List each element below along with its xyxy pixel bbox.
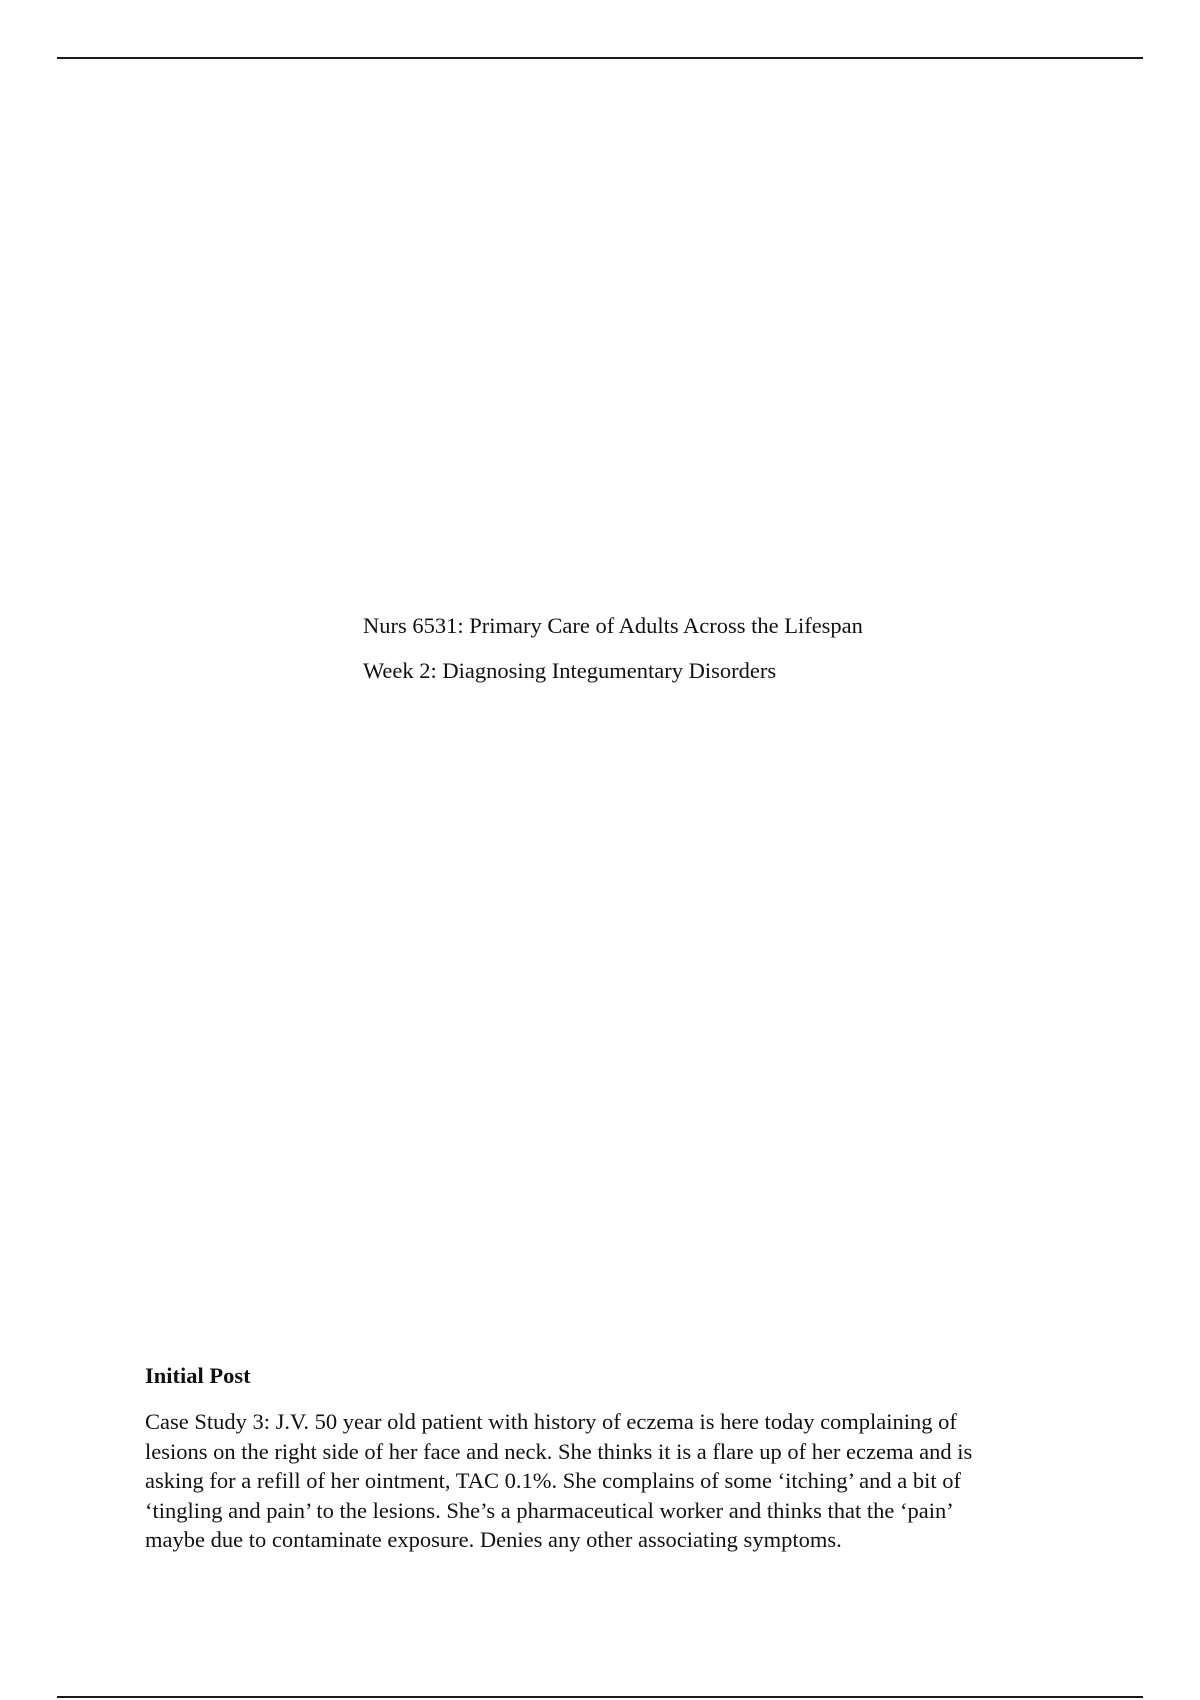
- paragraph-line: ‘tingling and pain’ to the lesions. She’s a pharmaceutical worker and thinks that the ‘pain’: [145, 1497, 954, 1523]
- section-heading: Initial Post: [145, 1363, 251, 1388]
- paragraph-line: lesions on the right side of her face and neck. She thinks it is a flare up of her eczema and is: [145, 1438, 973, 1464]
- top-rule: [57, 57, 1143, 59]
- title-block: [363, 612, 1063, 685]
- paragraph-line: maybe due to contaminate exposure. Denies any other associating symptoms.: [145, 1527, 842, 1552]
- initial-post-section: [145, 1362, 1045, 1555]
- course-title: Nurs 6531: Primary Care of Adults Across the Lifespan: [363, 613, 863, 638]
- bottom-rule: [57, 1696, 1143, 1698]
- week-title: Week 2: Diagnosing Integumentary Disorders: [363, 658, 777, 683]
- paragraph-line: Case Study 3: J.V. 50 year old patient with history of eczema is here today complaining of: [145, 1409, 957, 1434]
- paragraph-line: asking for a refill of her ointment, TAC 0.1%. She complains of some ‘itching’ and a bit of: [145, 1468, 961, 1493]
- case-study-paragraph: [145, 1407, 1045, 1555]
